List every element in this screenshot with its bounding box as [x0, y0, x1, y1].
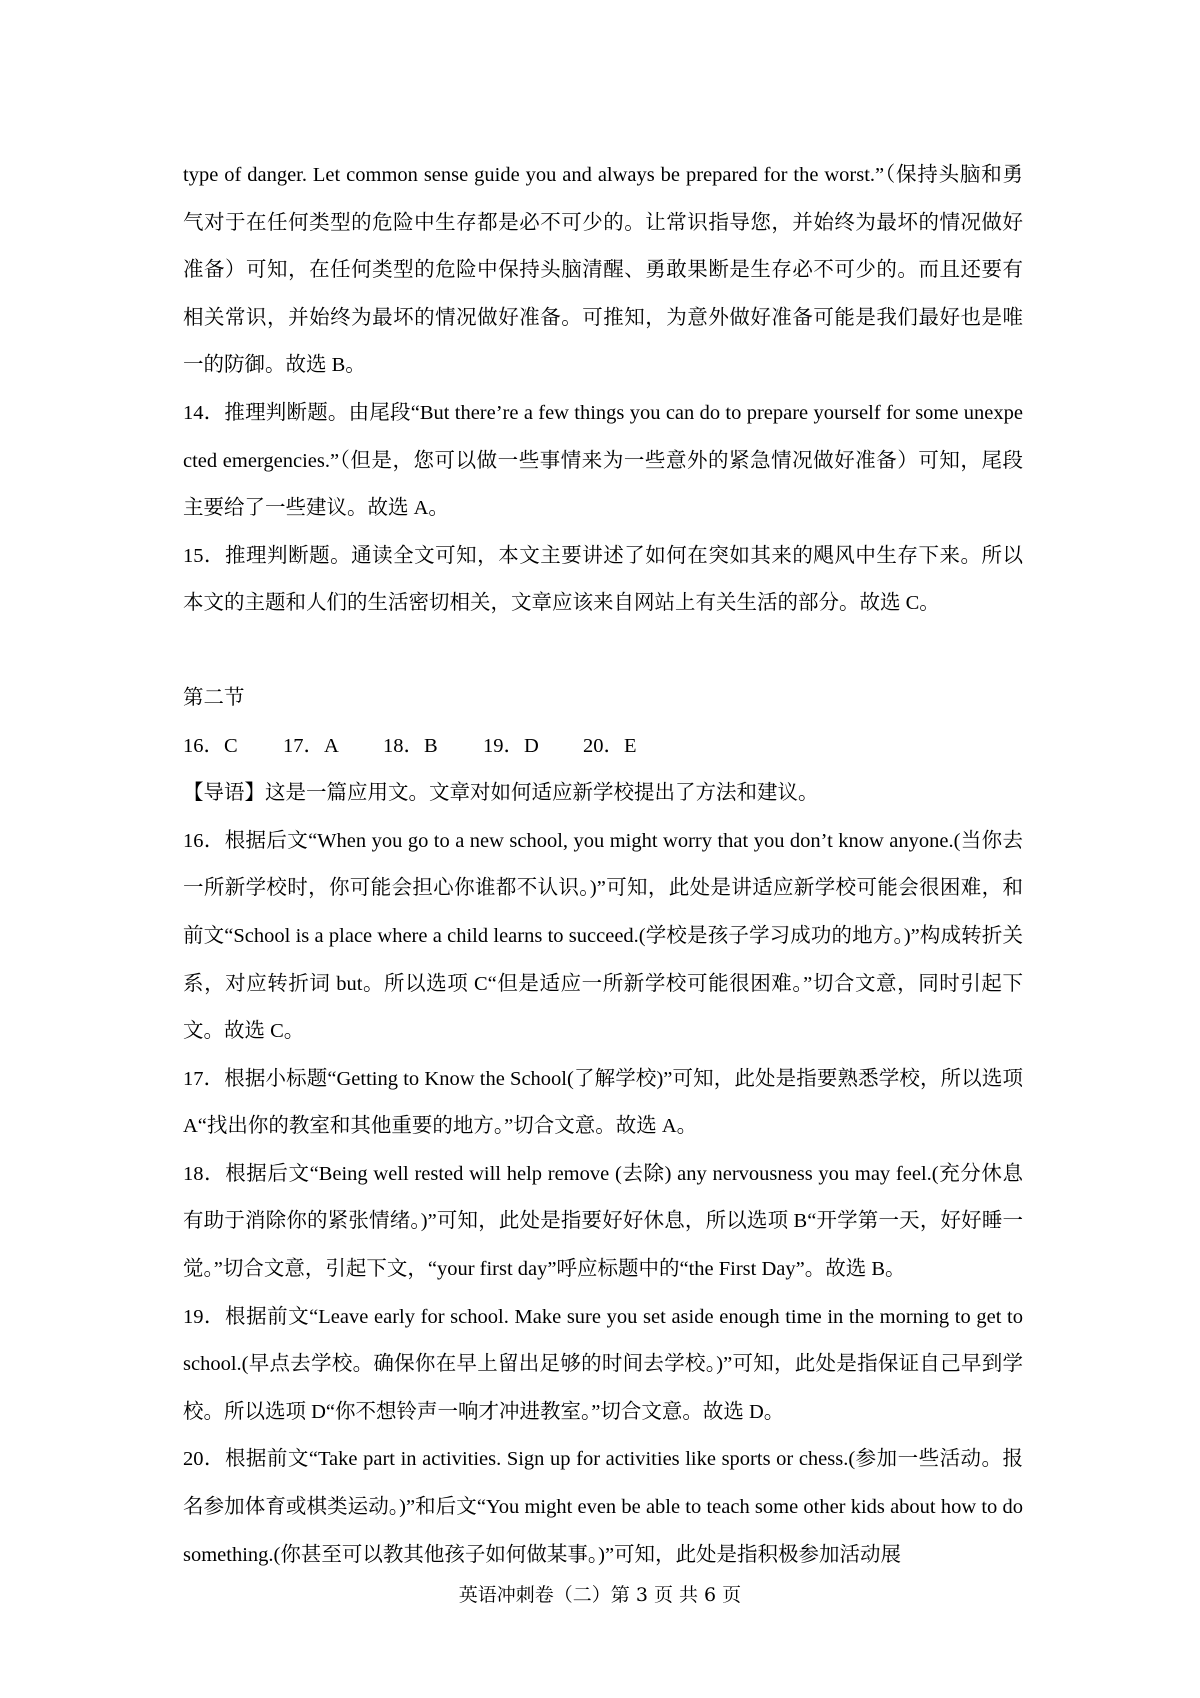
explanation-19: 19．根据前文“Leave early for school. Make sure you set aside enough time in the morning to get to school.(早点去学校。确保你在早上留出足够的时间去学校。)”可知，此处是指保证自己早到学校。所以选项 D“你不想铃声一响才冲进教室。”切合文意。故选 D。: [183, 1305, 1023, 1423]
section-spacer: [183, 628, 1023, 675]
answer-20: 20．E: [583, 734, 637, 757]
answer-16: 16．C: [183, 734, 238, 757]
answer-19: 19．D: [483, 734, 539, 757]
intro-paragraph: 【导语】这是一篇应用文。文章对如何适应新学校提出了方法和建议。: [183, 782, 819, 805]
answer-18: 18．B: [383, 734, 438, 757]
answer-17: 17．A: [283, 734, 339, 757]
explanation-18: 18．根据后文“Being well rested will help remove (去除) any nervousness you may feel.(充分休息有助于消除你的紧张情绪。)”可知，此处是指要好好休息，所以选项 B“开学第一天，好好睡一觉。”切合文意，引起下文，“your first day”呼应标题中的“the First Day”。故选 B。: [183, 1162, 1023, 1281]
page-footer: 英语冲刺卷（二）第 3 页 共 6 页: [458, 1584, 742, 1606]
document-body: [183, 152, 1023, 1579]
paragraph-q13-continued: type of danger. Let common sense guide you and always be prepared for the worst.”（保持头脑和勇气对于在任何类型的危险中生存都是必不可少的。让常识指导您，并始终为最坏的情况做好准备）可知，在任何类型的危险中保持头脑清醒、勇敢果断是生存必不可少的。而且还要有相关常识，并始终为最坏的情况做好准备。可推知，为意外做好准备可能是我们最好也是唯一的防御。故选 B。: [183, 164, 1023, 377]
section-title: 第二节: [183, 686, 245, 709]
explanation-20: 20．根据前文“Take part in activities. Sign up for activities like sports or chess.(参加一些活动。报名参加体育或棋类运动。)”和后文“You might even be able to teach some other kids about how to do something.(你甚至可以教其他孩子如何做某事。)”可知，此处是指积极参加活动展: [183, 1448, 1023, 1566]
explanation-17: 17．根据小标题“Getting to Know the School(了解学校)”可知，此处是指要熟悉学校，所以选项 A“找出你的教室和其他重要的地方。”切合文意。故选 A。: [183, 1067, 1023, 1138]
paragraph-q14: 14．推理判断题。由尾段“But there’re a few things you can do to prepare yourself for some unexpected emergencies.”（但是，您可以做一些事情来为一些意外的紧急情况做好准备）可知，尾段主要给了一些建议。故选 A。: [183, 401, 1023, 520]
explanation-16: 16．根据后文“When you go to a new school, you might worry that you don’t know anyone.(当你去一所新学校时，你可能会担心你谁都不认识。)”可知，此处是讲适应新学校可能会很困难，和前文“School is a place where a child learns to succeed.(学校是孩子学习成功的地方。)”构成转折关系，对应转折词 but。所以选项 C“但是适应一所新学校可能很困难。”切合文意，同时引起下文。故选 C。: [183, 829, 1023, 1043]
answer-key-row: [183, 723, 1023, 771]
paragraph-q15: 15．推理判断题。通读全文可知，本文主要讲述了如何在突如其来的飓风中生存下来。所以本文的主题和人们的生活密切相关，文章应该来自网站上有关生活的部分。故选 C。: [183, 544, 1023, 615]
